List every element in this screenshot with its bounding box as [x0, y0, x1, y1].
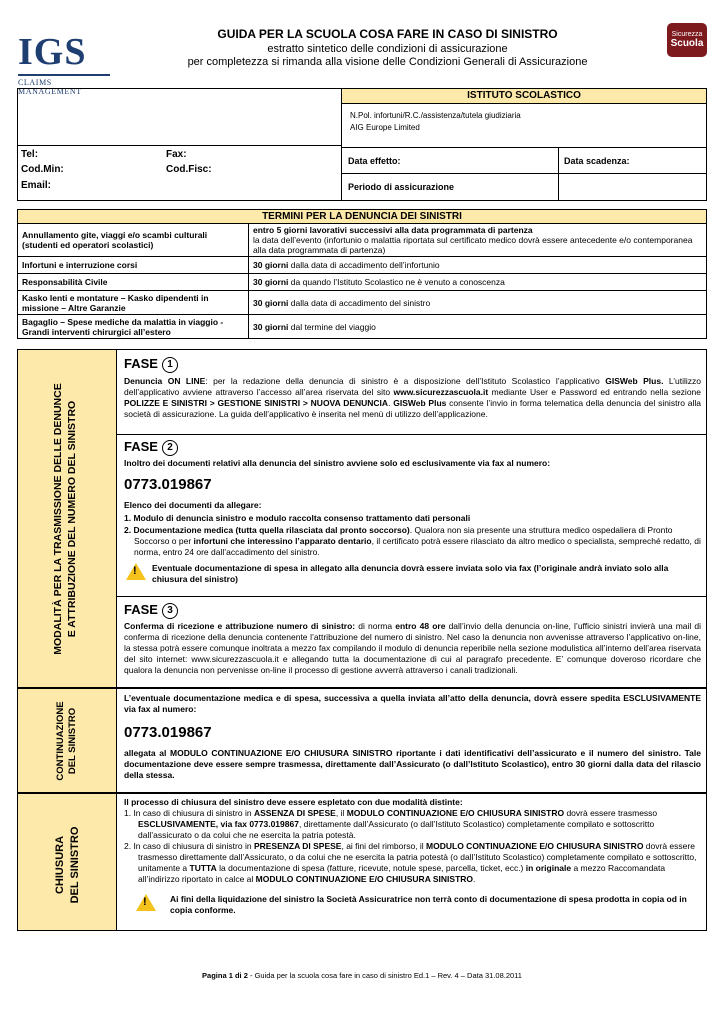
- data-scadenza-label: Data scadenza:: [564, 156, 630, 166]
- modalita-side: [17, 349, 117, 688]
- periodo-label: Periodo di assicurazione: [348, 182, 455, 192]
- divider: [341, 147, 706, 148]
- fase-1-title: FASE 1: [124, 357, 701, 373]
- modalita-side-label: MODALITÀ PER LA TRASMISSIONE DELLE DENUNCE E ATTRIBUZIONE DEL NUMERO DEL SINISTRO: [52, 383, 78, 655]
- table-row: [18, 274, 707, 291]
- fax-number: 0773.019867: [124, 476, 212, 493]
- termini-heading: TERMINI PER LA DENUNCIA DEI SINISTRI: [18, 210, 707, 224]
- fase-2: [124, 440, 701, 585]
- circled-1-icon: 1: [162, 357, 178, 373]
- continuazione-intro: L’eventuale documentazione medica e di spesa, successiva a quella inviata all’atto della denuncia, dovrà essere spedita ESCLUSIVAMENTE via fax al numero:: [124, 693, 701, 714]
- divider: [117, 434, 707, 435]
- fase-1: [124, 357, 701, 420]
- chiusura-intro: Il processo di chiusura del sinistro deve essere espletato con due modalità distinte:: [124, 797, 463, 807]
- istituto-heading: ISTITUTO SCOLASTICO: [341, 89, 706, 104]
- continuazione-text: allegata al MODULO CONTINUAZIONE E/O CHIUSURA SINISTRO riportante i dati identificativi dell’assicurato e il numero del sinistro. Tale documentazione deve essere sempre trasmessa, direttamente dall’Assicurato (o dall’Istituto Scolastico), entro 30 giorni dalla data del rilascio della stessa.: [124, 748, 701, 780]
- logo-subtitle: CLAIMS MANAGEMENT: [18, 78, 82, 96]
- divider: [558, 147, 559, 173]
- warning-2: ! Ai fini della liquidazione del sinistro la Società Assicuratrice non terrà conto di documentazione di spesa prodotta in copia od in copia conforme.: [124, 894, 701, 916]
- table-row: [18, 291, 707, 315]
- continuazione-side: [17, 688, 117, 793]
- chiusura-content: [124, 797, 701, 916]
- divider: [341, 103, 342, 200]
- chiusura-point-1: 1. In caso di chiusura di sinistro in ASSENZA DI SPESE, il MODULO CONTINUAZIONE E/O CHIUSURA SINISTRO dovrà essere trasmesso ESCLUSIVAMENTE, via fax 0773.019867, direttamente dall’Assicurato (o dall’Istituto Scolastico) completamente compilato e sottoscritto dall’assicurato o da colui che ne esercita la patria potestà.: [124, 808, 658, 840]
- sicurezza-scuola-badge: [667, 23, 707, 57]
- termini-left: Kasko lenti e montature – Kasko dipendenti in missione – Altre Garanzie: [18, 291, 249, 315]
- fax-label: Fax:: [166, 149, 187, 160]
- warning-icon: !: [136, 894, 156, 911]
- divider: [558, 173, 559, 200]
- fase-1-text: Denuncia ON LINE: per la redazione della denuncia di sinistro è a disposizione dell’Istituto Scolastico l’applicativo GISWeb Plus. L’utilizzo dell’applicativo avviene attraverso l’accesso all’area riservata del sito www.sicurezzascuola.it mediante User e Password ed entrando nella sezione POLIZZE E SINISTRI > GESTIONE SINISTRI > NUOVA DENUNCIA. GISWeb Plus consente l’invio in forma telematica della denuncia del sinistro alla società di assicurazione. La guida dell’applicativo è inserita nel menù di utilizzo dell’applicazione.: [124, 376, 702, 419]
- policy-line-1: N.Pol. infortuni/R.C./assistenza/tutela giudiziaria: [350, 111, 521, 120]
- termini-left: Bagaglio – Spese mediche da malattia in viaggio - Grandi interventi chirurgici all’estero: [18, 315, 249, 339]
- doc-2: 2. Documentazione medica (tutta quella rilasciata dal pronto soccorso). Qualora non sia presente una struttura medico ospedaliera di Pronto Soccorso o per infortuni che interessino l’apparato dentario, il certificato potrà essere rilasciato da altro medico o specialista, sempreché redatto, di norma, entro 24 ore dall’accadimento del sinistro.: [124, 525, 701, 557]
- divider: [18, 145, 341, 146]
- badge-line-1: Sicurezza: [671, 31, 703, 38]
- warning-icon: !: [126, 563, 146, 580]
- termini-table: [17, 209, 707, 339]
- chiusura-point-2: 2. In caso di chiusura di sinistro in PRESENZA DI SPESE, ai fini del rimborso, il MODULO CONTINUAZIONE E/O CHIUSURA SINISTRO dovrà essere trasmesso direttamente dall’Assicurato, o da colui che ne esercita la patria potestà (o dall’Istituto Scolastico) completamente compilato e sottoscritto, unitamente a TUTTA la documentazione di spesa (fatture, ricevute, notule spese, parcella, ticket, ecc.) in originale a mezzo Raccomandata all’indirizzo riportato in calce al MODULO CONTINUAZIONE E/O CHIUSURA SINISTRO.: [124, 841, 697, 884]
- logo-text: IGS: [18, 31, 87, 73]
- table-row: [18, 224, 707, 257]
- codfisc-label: Cod.Fisc:: [166, 164, 212, 175]
- data-effetto-label: Data effetto:: [348, 156, 401, 166]
- igs-logo: [18, 31, 110, 96]
- table-row: [18, 315, 707, 339]
- continuazione-content: [124, 693, 701, 781]
- circled-3-icon: 3: [162, 603, 178, 619]
- warning-1: ! Eventuale documentazione di spesa in allegato alla denuncia dovrà essere inviata solo via fax (l’originale andrà inviato solo alla chiusura del sinistro): [124, 563, 701, 585]
- subtitle-2: per completezza si rimanda alla visione delle Condizioni Generali di Assicurazione: [187, 56, 588, 68]
- fase-3-title: FASE 3: [124, 603, 701, 619]
- page-footer: Pagina 1 di 2 - Guida per la scuola cosa fare in caso di sinistro Ed.1 – Rev. 4 – Data 31.08.2011: [202, 971, 522, 980]
- termini-right: entro 5 giorni lavorativi successivi alla data programmata di partenza la data dell’evento (infortunio o malattia riportata sul certificato medico dovrà essere antecedente e/o contemporanea alla data programmata di partenza): [249, 224, 707, 257]
- chiusura-side: [17, 793, 117, 931]
- doc-1: 1. Modulo di denuncia sinistro e modulo raccolta consenso trattamento dati personali: [124, 513, 471, 523]
- fase-3-text: Conferma di ricezione e attribuzione numero di sinistro: di norma entro 48 ore dall’invio della denuncia on-line, l’ufficio sinistri invierà una mail di conferma di ricezione della denuncia contenente l’attribuzione del numero di sinistro. Nel caso la denuncia non avvenisse attraverso l’applicativo on-line, la stessa potrà essere comunque inoltrata a mezzo fax compilando il modulo di denuncia reperibile nella sezione modulistica all’interno dell’area riservata del sito internet: www.sicurezzascuola.it e allegando tutta la documentazione di cui al paragrafo precedente. E’ comunque doveroso ricordare che qualora la denuncia non pervenisse on-line il processo di gestione avverrà attraverso i canali tradizionali.: [124, 621, 702, 675]
- termini-right: 30 giorni dalla data di accadimento dell’infortunio: [249, 257, 707, 274]
- termini-left: Annullamento gite, viaggi e/o scambi culturali (studenti ed operatori scolastici): [18, 224, 249, 257]
- document-title: [120, 27, 655, 68]
- circled-2-icon: 2: [162, 440, 178, 456]
- codmin-label: Cod.Min:: [21, 164, 64, 175]
- page-title: GUIDA PER LA SCUOLA COSA FARE IN CASO DI SINISTRO: [217, 27, 558, 41]
- elenco-heading: Elenco dei documenti da allegare:: [124, 500, 262, 510]
- divider: [341, 173, 706, 174]
- fase-2-title: FASE 2: [124, 440, 701, 456]
- termini-left: Infortuni e interruzione corsi: [18, 257, 249, 274]
- badge-line-2: Scuola: [670, 38, 704, 49]
- subtitle-1: estratto sintetico delle condizioni di assicurazione: [267, 43, 508, 55]
- chiusura-side-label: CHIUSURA DEL SINISTRO: [54, 826, 81, 904]
- fase-2-intro: Inoltro dei documenti relativi alla denuncia del sinistro avviene solo ed esclusivamente via fax al numero:: [124, 458, 551, 468]
- termini-right: 30 giorni dalla data di accadimento del sinistro: [249, 291, 707, 315]
- fax-number: 0773.019867: [124, 724, 212, 741]
- divider: [117, 596, 707, 597]
- table-row: [18, 257, 707, 274]
- tel-label: Tel:: [21, 149, 39, 160]
- termini-right: 30 giorni da quando l’Istituto Scolastico ne è venuto a conoscenza: [249, 274, 707, 291]
- termini-right: 30 giorni dal termine del viaggio: [249, 315, 707, 339]
- termini-left: Responsabilità Civile: [18, 274, 249, 291]
- policy-line-2: AIG Europe Limited: [350, 123, 420, 132]
- email-label: Email:: [21, 180, 52, 191]
- fase-3: [124, 603, 701, 676]
- logo-divider: [18, 74, 110, 76]
- istituto-box: [17, 88, 707, 201]
- continuazione-side-label: CONTINUAZIONE DEL SINISTRO: [55, 701, 78, 781]
